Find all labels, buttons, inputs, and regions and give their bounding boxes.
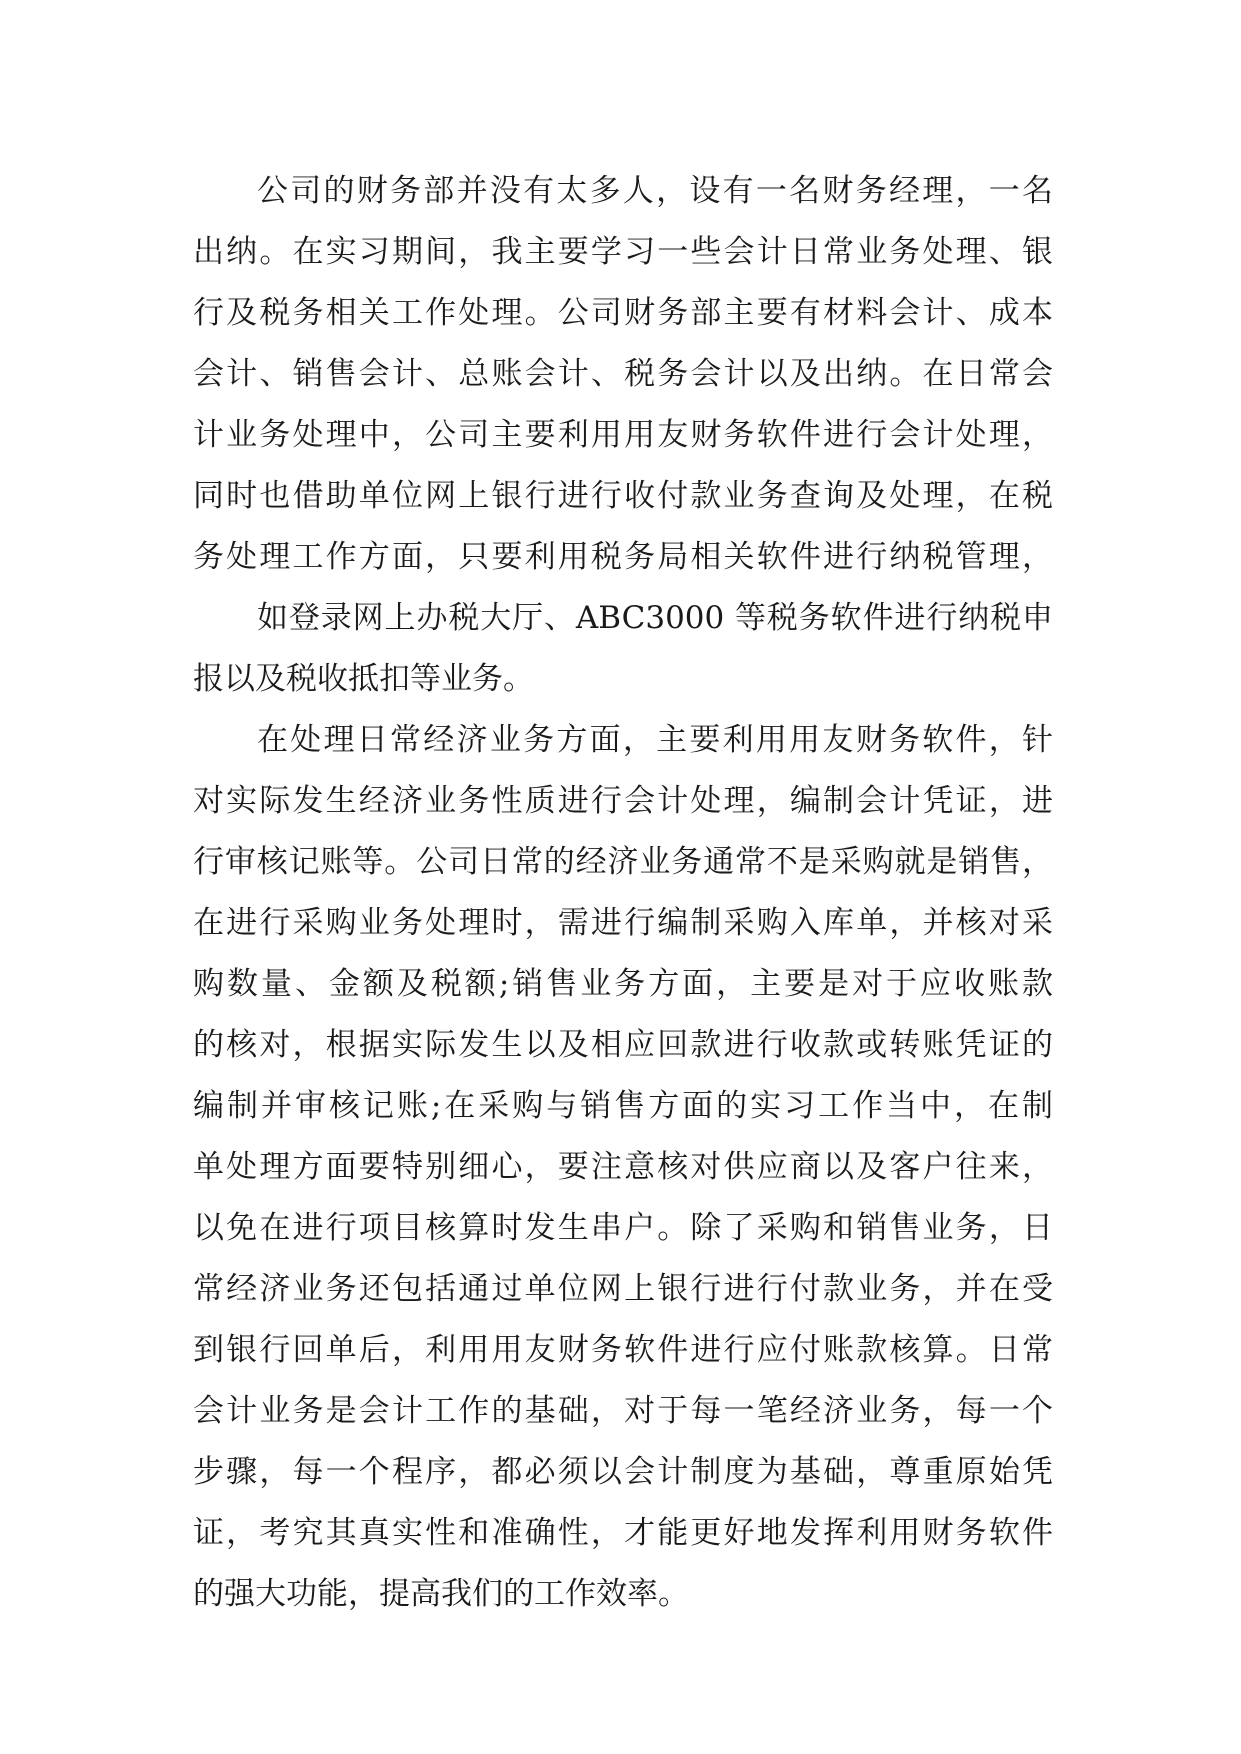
text-line: 常经济业务还包括通过单位网上银行进行付款业务，并在受	[193, 1271, 1053, 1307]
text-line: 会计、销售会计、总账会计、税务会计以及出纳。在日常会	[193, 356, 1053, 392]
text-line: 到银行回单后，利用用友财务软件进行应付账款核算。日常	[193, 1332, 1053, 1368]
text-line: 行审核记账等。公司日常的经济业务通常不是采购就是销售，	[193, 844, 1053, 880]
text-line: 编制并审核记账;在采购与销售方面的实习工作当中，在制	[193, 1088, 1053, 1124]
text-line: 的核对，根据实际发生以及相应回款进行收款或转账凭证的	[193, 1027, 1053, 1063]
paragraph-3	[193, 710, 1053, 1625]
text-line: 以免在进行项目核算时发生串户。除了采购和销售业务，日	[193, 1210, 1053, 1246]
text-line: 务处理工作方面，只要利用税务局相关软件进行纳税管理，	[193, 539, 1053, 575]
document-body	[193, 161, 1053, 1625]
text-line: 对实际发生经济业务性质进行会计处理，编制会计凭证，进	[193, 783, 1053, 819]
paragraph-1	[193, 161, 1053, 588]
text-line: 在处理日常经济业务方面，主要利用用友财务软件，针	[257, 722, 1053, 758]
text-line: 步骤，每一个程序，都必须以会计制度为基础，尊重原始凭	[193, 1454, 1053, 1490]
text-line: 会计业务是会计工作的基础，对于每一笔经济业务，每一个	[193, 1393, 1053, 1429]
text-line: 在进行采购业务处理时，需进行编制采购入库单，并核对采	[193, 905, 1053, 941]
text-line: 的强大功能，提高我们的工作效率。	[193, 1576, 689, 1612]
text-line: 计业务处理中，公司主要利用用友财务软件进行会计处理，	[193, 417, 1053, 453]
paragraph-2	[193, 588, 1053, 710]
text-line: 出纳。在实习期间，我主要学习一些会计日常业务处理、银	[193, 234, 1053, 270]
text-line: 购数量、金额及税额;销售业务方面，主要是对于应收账款	[193, 966, 1053, 1002]
text-line: 公司的财务部并没有太多人，设有一名财务经理，一名	[257, 173, 1053, 209]
text-line: 同时也借助单位网上银行进行收付款业务查询及处理，在税	[193, 478, 1053, 514]
text-line: 行及税务相关工作处理。公司财务部主要有材料会计、成本	[193, 295, 1053, 331]
text-line: 单处理方面要特别细心，要注意核对供应商以及客户往来，	[193, 1149, 1053, 1185]
text-line: 证，考究其真实性和准确性，才能更好地发挥利用财务软件	[193, 1515, 1053, 1551]
text-line: 如登录网上办税大厅、ABC3000 等税务软件进行纳税申	[257, 600, 1053, 636]
text-line: 报以及税收抵扣等业务。	[193, 661, 534, 697]
